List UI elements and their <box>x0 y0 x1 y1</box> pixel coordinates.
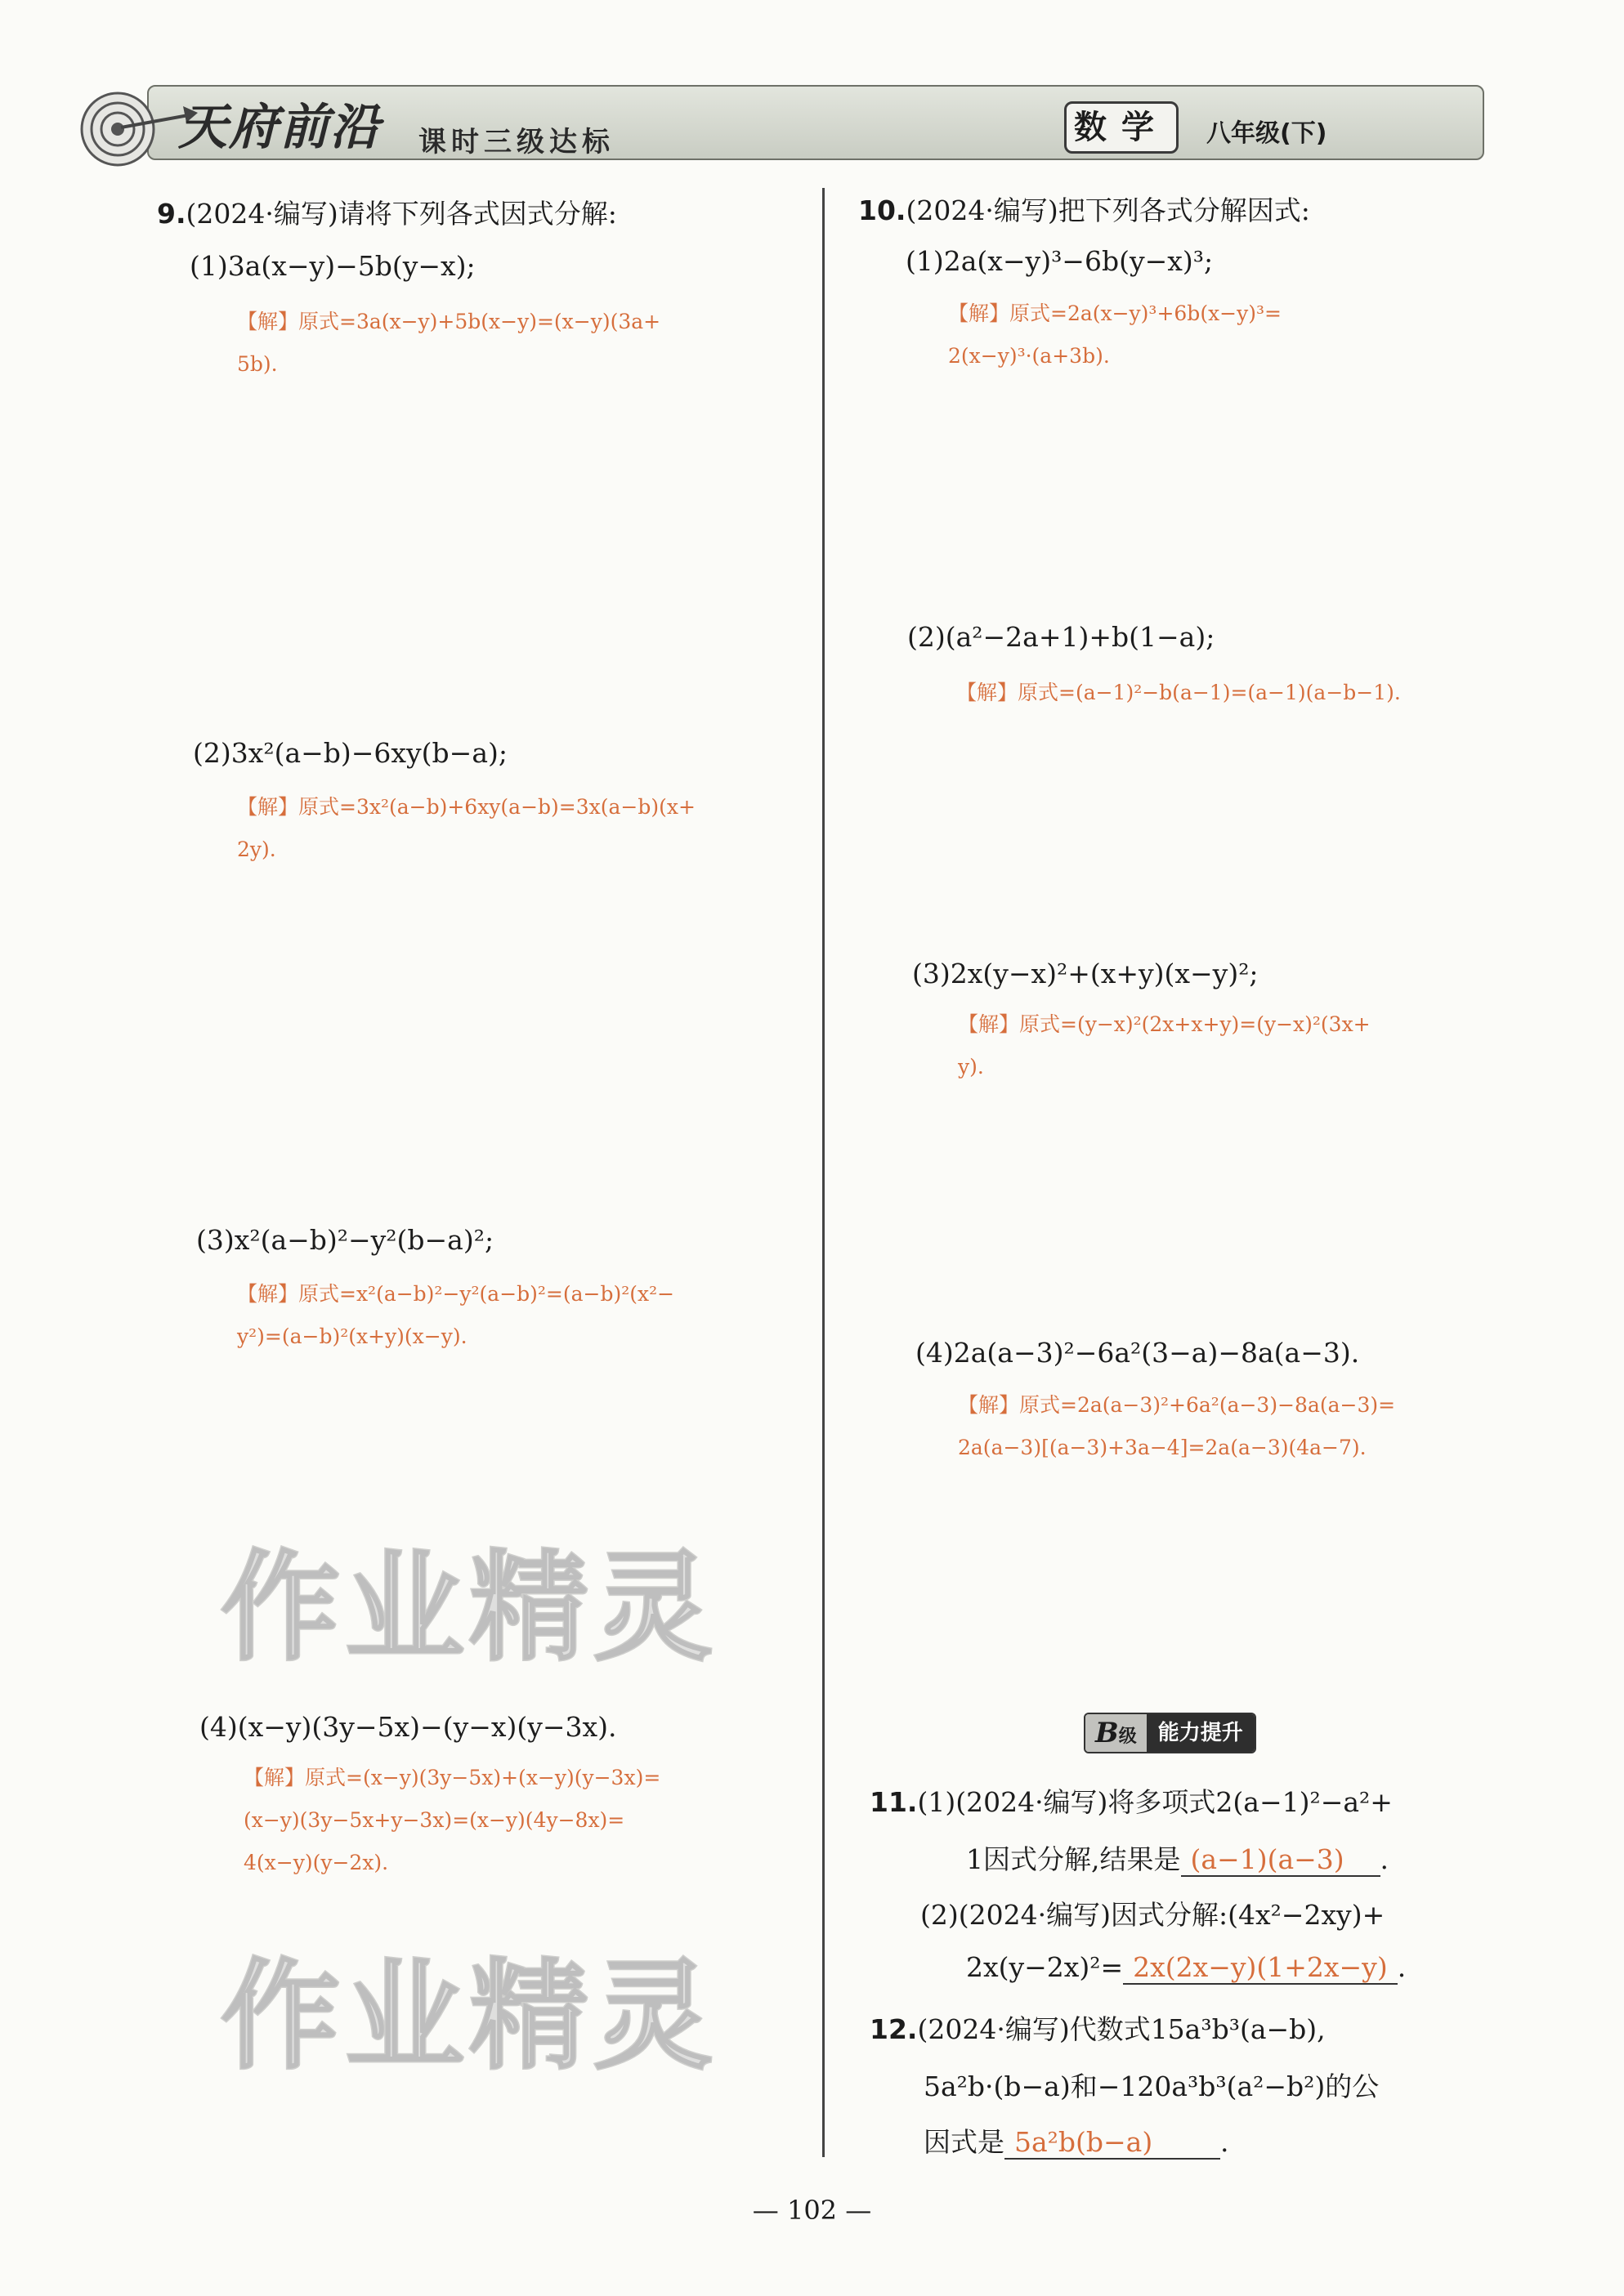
question-12-line-3: 因式是 5a²b(b−a) . <box>924 2126 1229 2158</box>
q9-part-4-solution: 【解】原式=(x−y)(3y−5x)+(x−y)(y−3x)= (x−y)(3y−5x+y−3x)=(x−y)(4y−8x)= 4(x−y)(y−2x). <box>244 1766 661 1874</box>
question-text: (2024·编写)请将下列各式因式分解: <box>186 198 617 230</box>
q9-part-3-solution: 【解】原式=x²(a−b)²−y²(a−b)²=(a−b)²(x²− y²)=(a−b)²(x+y)(x−y). <box>237 1282 675 1348</box>
question-11-part-2-line-1: (2)(2024·编写)因式分解:(4x²−2xy)+ <box>920 1899 1385 1931</box>
question-9-stem <box>157 193 617 231</box>
q9-part-3: (3)x²(a−b)²−y²(b−a)²; <box>196 1224 494 1256</box>
q9-part-4: (4)(x−y)(3y−5x)−(y−x)(y−3x). <box>199 1711 617 1743</box>
q10-part-2: (2)(a²−2a+1)+b(1−a); <box>907 621 1215 653</box>
badge-level: B级 <box>1085 1714 1147 1752</box>
answer-blank: (a−1)(a−3) <box>1181 1843 1380 1877</box>
question-number: 10. <box>858 194 906 226</box>
question-12-line-1: 12.(2024·编写)代数式15a³b³(a−b), <box>870 2013 1326 2045</box>
question-11-line-2: 1因式分解,结果是 (a−1)(a−3) . <box>966 1843 1389 1875</box>
q10-part-1: (1)2a(x−y)³−6b(y−x)³; <box>906 245 1214 277</box>
column-divider <box>822 188 825 2157</box>
q10-part-4-solution: 【解】原式=2a(a−3)²+6a²(a−3)−8a(a−3)= 2a(a−3)[(a−3)+3a−4]=2a(a−3)(4a−7). <box>958 1393 1396 1459</box>
question-number: 11. <box>870 1786 918 1818</box>
q9-part-2: (2)3x²(a−b)−6xy(b−a); <box>193 737 508 769</box>
question-11-part-2-line-2: 2x(y−2x)²= 2x(2x−y)(1+2x−y) . <box>966 1951 1407 1983</box>
page-number: — 102 — <box>752 2195 872 2226</box>
level-b-badge <box>1084 1713 1256 1753</box>
watermark: 作业精灵 <box>221 1539 718 1677</box>
banner-title: 天府前沿 <box>178 99 381 156</box>
q10-part-3-solution: 【解】原式=(y−x)²(2x+x+y)=(y−x)²(3x+ y). <box>958 1012 1371 1079</box>
question-number: 9. <box>157 198 186 230</box>
grade-label: 八年级(下) <box>1206 119 1327 148</box>
badge-label: 能力提升 <box>1147 1714 1255 1752</box>
answer-blank: 5a²b(b−a) <box>1004 2126 1220 2160</box>
q10-part-3: (3)2x(y−x)²+(x+y)(x−y)²; <box>912 958 1259 989</box>
question-number: 12. <box>870 2013 918 2045</box>
subject-label: 数学 <box>1064 101 1179 154</box>
q10-part-4: (4)2a(a−3)²−6a²(3−a)−8a(a−3). <box>915 1337 1360 1369</box>
banner-subtitle: 课时三级达标 <box>418 126 615 159</box>
question-12-line-2: 5a²b·(b−a)和−120a³b³(a²−b²)的公 <box>924 2070 1380 2102</box>
q9-part-1: (1)3a(x−y)−5b(y−x); <box>190 250 476 282</box>
question-11-line-1: 11.(1)(2024·编写)将多项式2(a−1)²−a²+ <box>870 1786 1393 1818</box>
q10-part-1-solution: 【解】原式=2a(x−y)³+6b(x−y)³= 2(x−y)³·(a+3b). <box>948 302 1282 368</box>
q9-part-1-solution: 【解】原式=3a(x−y)+5b(x−y)=(x−y)(3a+ 5b). <box>237 310 661 376</box>
q10-part-2-solution: 【解】原式=(a−1)²−b(a−1)=(a−1)(a−b−1). <box>956 681 1401 704</box>
q9-part-2-solution: 【解】原式=3x²(a−b)+6xy(a−b)=3x(a−b)(x+ 2y). <box>237 795 696 861</box>
watermark: 作业精灵 <box>221 1947 718 2086</box>
answer-blank: 2x(2x−y)(1+2x−y) <box>1123 1951 1398 1985</box>
question-10-stem <box>858 190 1310 228</box>
question-text: (2024·编写)把下列各式分解因式: <box>906 194 1310 226</box>
